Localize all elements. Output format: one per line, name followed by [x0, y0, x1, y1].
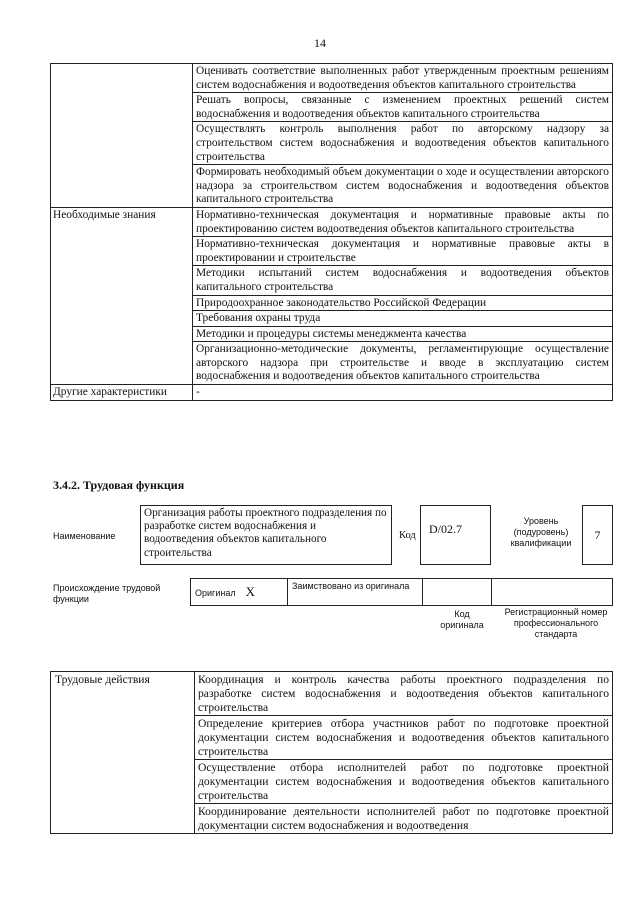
- section-title: 3.4.2. Трудовая функция: [53, 478, 185, 492]
- table-row: [51, 672, 613, 716]
- skill-cell: Решать вопросы, связанные с изменением проектных решений систем водоснабжения и водоотведения объектов капитального строительства: [193, 93, 613, 122]
- skill-cell: Оценивать соответствие выполненных работ утвержденным проектным решениям систем водоснабжения и водоотведения объектов капитального строительства: [193, 64, 613, 93]
- function-name-box: Организация работы проектного подразделения по разработке систем водоснабжения и водоотведения объектов капитального строительства: [140, 505, 392, 565]
- skill-cell: Формировать необходимый объем документации о ходе и осуществлении авторского надзора за строительством систем водоснабжения и водоотведения объектов капитального строительства: [193, 165, 613, 208]
- action-cell: Координирование деятельности исполнителей работ по подготовке проектной документации систем водоснабжения и водоотведения: [195, 804, 613, 834]
- action-cell: Определение критериев отбора участников работ по подготовке проектной документации систем водоснабжения и водоотведения объектов капитального строительства: [195, 716, 613, 760]
- knowledge-cell: Методики испытаний систем водоснабжения и водоотведения объектов капитального строительства: [193, 266, 613, 295]
- knowledge-cell: Нормативно-техническая документация и нормативные правовые акты в проектировании и строительстве: [193, 237, 613, 266]
- page-number: 14: [314, 36, 326, 50]
- origin-label: Происхождение трудовой функции: [53, 583, 161, 604]
- labor-actions-label: Трудовые действия: [51, 672, 195, 834]
- knowledge-cell: Методики и процедуры системы менеджмента качества: [193, 326, 613, 342]
- original-label: Оригинал: [195, 587, 236, 598]
- labor-actions-table: [50, 671, 613, 834]
- knowledge-cell: Природоохранное законодательство Российской Федерации: [193, 295, 613, 311]
- knowledge-cell: Организационно-методические документы, регламентирующие осуществление авторского надзора при строительстве и вводе в эксплуатацию систем водоснабжения и водоотведения объектов капитального строительства: [193, 342, 613, 385]
- action-cell: Осуществление отбора исполнителей работ по подготовке проектной документации систем водоснабжения и водоотведения объектов капитального строительства: [195, 760, 613, 804]
- skill-cell: Осуществлять контроль выполнения работ по авторскому надзору за строительством систем водоснабжения и водоотведения объектов капитального строительства: [193, 122, 613, 165]
- borrowed-label: Заимствовано из оригинала: [288, 579, 423, 606]
- qualification-level-label: Уровень (подуровень) квалификации: [510, 516, 572, 548]
- other-characteristics-label: Другие характеристики: [51, 385, 193, 401]
- original-mark: X: [245, 583, 255, 599]
- name-label: Наименование: [53, 531, 116, 541]
- knowledge-cell: Требования охраны труда: [193, 311, 613, 327]
- knowledge-label: Необходимые знания: [51, 207, 193, 384]
- registration-number-caption: Регистрационный номер профессионального стандарта: [504, 607, 608, 639]
- knowledge-cell: Нормативно-техническая документация и нормативные правовые акты по проектированию систем водоотведения объектов капитального строительства: [193, 207, 613, 236]
- code-value-box: D/02.7: [420, 505, 491, 565]
- other-characteristics-value: -: [193, 385, 613, 401]
- code-label: Код: [399, 530, 416, 541]
- action-cell: Координация и контроль качества работы проектного подразделения по разработке систем водоснабжения и водоотведения объектов капитального строительства: [195, 672, 613, 716]
- original-code-caption: Код оригинала: [440, 609, 484, 630]
- qualification-level-box: 7: [582, 505, 613, 565]
